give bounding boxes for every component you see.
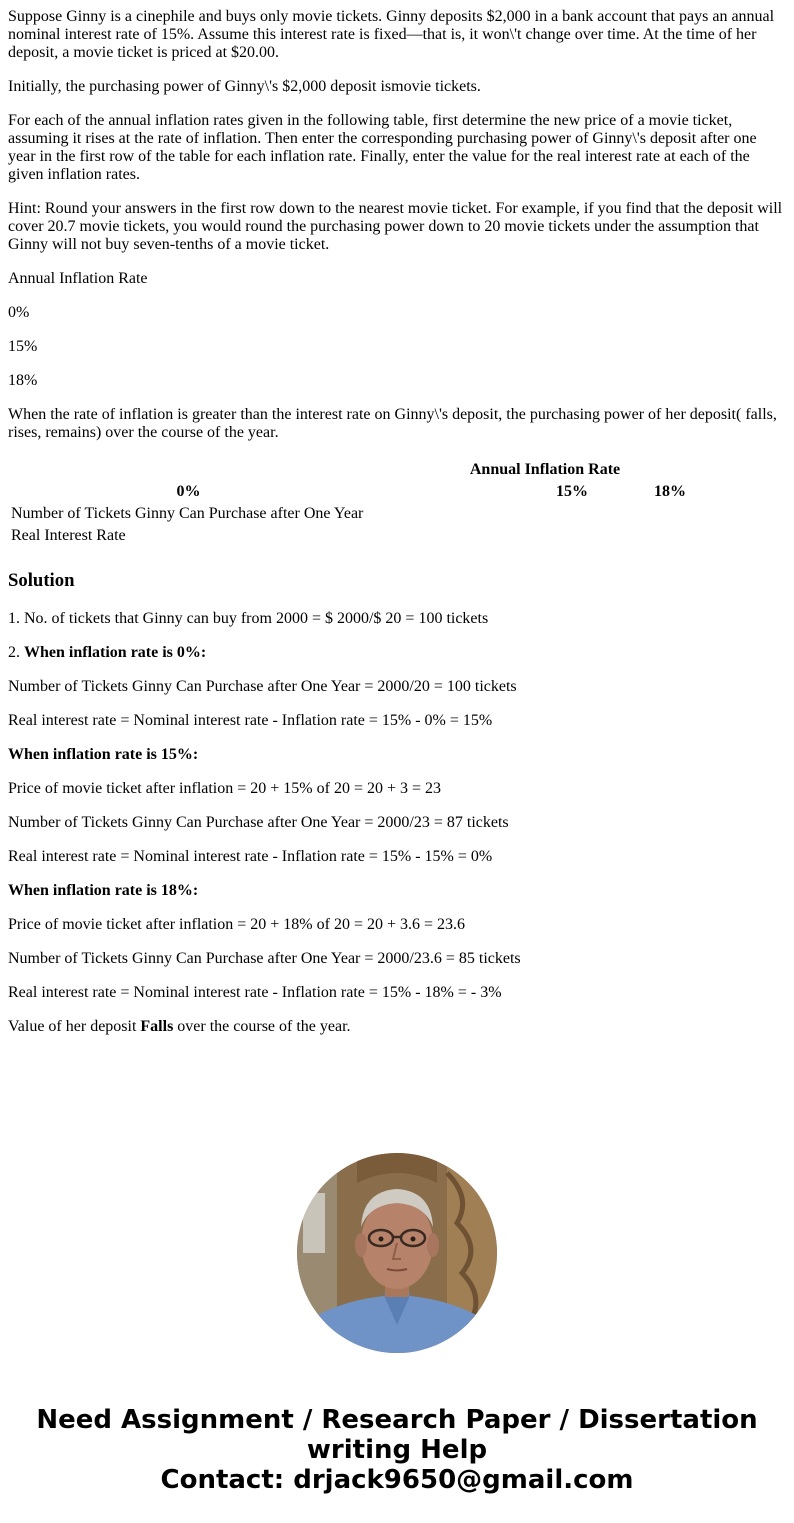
case0-heading: When inflation rate is 0%: — [24, 644, 207, 661]
case15-heading: When inflation rate is 15%: — [8, 746, 199, 763]
case18-tickets: Number of Tickets Ginny Can Purchase after One Year = 2000/23.6 = 85 tickets — [8, 950, 521, 967]
table-cell — [527, 526, 617, 546]
question-hint: Hint: Round your answers in the first row down to the nearest movie ticket. For example, if you find that the deposit will cover 20.7 movie tickets, you would round the purchasing power down to 20 movie tickets under the assumption that Ginny will not buy seven-tenths of a movie ticket. — [8, 200, 783, 253]
case15-heading-line — [8, 746, 786, 764]
rate-15: 15% — [8, 338, 38, 355]
conclusion-bold: Falls — [140, 1018, 174, 1035]
inflation-table — [8, 458, 723, 548]
promo-contact: Contact: drjack9650@gmail.com — [160, 1465, 634, 1495]
conclusion — [8, 1018, 786, 1036]
conclusion-before: Value of her deposit — [8, 1018, 141, 1035]
question-initial: Initially, the purchasing power of Ginny\'s $2,000 deposit ismovie tickets. — [8, 78, 481, 95]
table-cell — [619, 526, 721, 546]
case0-tickets: Number of Tickets Ginny Can Purchase after One Year = 2000/20 = 100 tickets — [8, 678, 517, 695]
promo-line-1: Need Assignment / Research Paper / Dissertation — [36, 1405, 758, 1435]
table-row — [10, 526, 721, 546]
case18-price: Price of movie ticket after inflation = 20 + 18% of 20 = 20 + 3.6 = 23.6 — [8, 916, 466, 933]
table-columns-row — [10, 482, 721, 502]
author-avatar — [297, 1153, 497, 1353]
case18-heading: When inflation rate is 18%: — [8, 882, 199, 899]
case18-real-rate: Real interest rate = Nominal interest rate - Inflation rate = 15% - 18% = - 3% — [8, 984, 502, 1001]
case0-real-rate: Real interest rate = Nominal interest rate - Inflation rate = 15% - 0% = 15% — [8, 712, 493, 729]
solution-heading: Solution — [8, 570, 75, 591]
avatar-portrait — [297, 1153, 497, 1353]
question-instructions: For each of the annual inflation rates given in the following table, first determine the new price of a movie ticket, assuming it rises at the rate of inflation. Then enter the corresponding purchasing power of Ginny\'s deposit after one year in the first row of the table for each inflation rate. Finally, enter the value for the real interest rate at each of the given inflation rates. — [8, 112, 757, 183]
conclusion-after: over the course of the year. — [173, 1018, 351, 1035]
table-header-row — [10, 460, 721, 480]
question-followup: When the rate of inflation is greater than the interest rate on Ginny\'s deposit, the purchasing power of her deposit( falls, rises, remains) over the course of the year. — [8, 406, 777, 441]
table-cell — [369, 504, 525, 524]
table-col-empty — [369, 482, 525, 502]
table-col-18: 18% — [654, 483, 686, 500]
question-intro: Suppose Ginny is a cinephile and buys only movie tickets. Ginny deposits $2,000 in a bank account that pays an annual nominal interest rate of 15%. Assume this interest rate is fixed—that is, it won\'t change over time. At the time of her deposit, a movie ticket is priced at $20.00. — [8, 8, 775, 61]
table-row — [10, 504, 721, 524]
table-cell — [619, 504, 721, 524]
case15-real-rate: Real interest rate = Nominal interest rate - Inflation rate = 15% - 15% = 0% — [8, 848, 493, 865]
step2-prefix: 2. — [8, 644, 24, 661]
table-header: Annual Inflation Rate — [469, 461, 621, 478]
promo-line-2: writing Help — [306, 1435, 488, 1465]
table-corner — [10, 460, 367, 480]
case18-heading-line — [8, 882, 786, 900]
table-cell — [369, 526, 525, 546]
rate-0: 0% — [8, 304, 30, 321]
solution-step1: 1. No. of tickets that Ginny can buy from 2000 = $ 2000/$ 20 = 100 tickets — [8, 610, 489, 627]
rate-18: 18% — [8, 372, 38, 389]
case15-tickets: Number of Tickets Ginny Can Purchase after One Year = 2000/23 = 87 tickets — [8, 814, 509, 831]
table-row-tickets: Number of Tickets Ginny Can Purchase after One Year — [11, 505, 364, 522]
rate-label: Annual Inflation Rate — [8, 270, 148, 287]
promo-banner — [0, 1405, 794, 1495]
table-col-0: 0% — [176, 483, 201, 500]
table-col-15: 15% — [556, 483, 588, 500]
table-cell — [527, 504, 617, 524]
table-row-real-rate: Real Interest Rate — [11, 527, 126, 544]
solution-step2 — [8, 644, 786, 662]
case15-price: Price of movie ticket after inflation = 20 + 15% of 20 = 20 + 3 = 23 — [8, 780, 442, 797]
